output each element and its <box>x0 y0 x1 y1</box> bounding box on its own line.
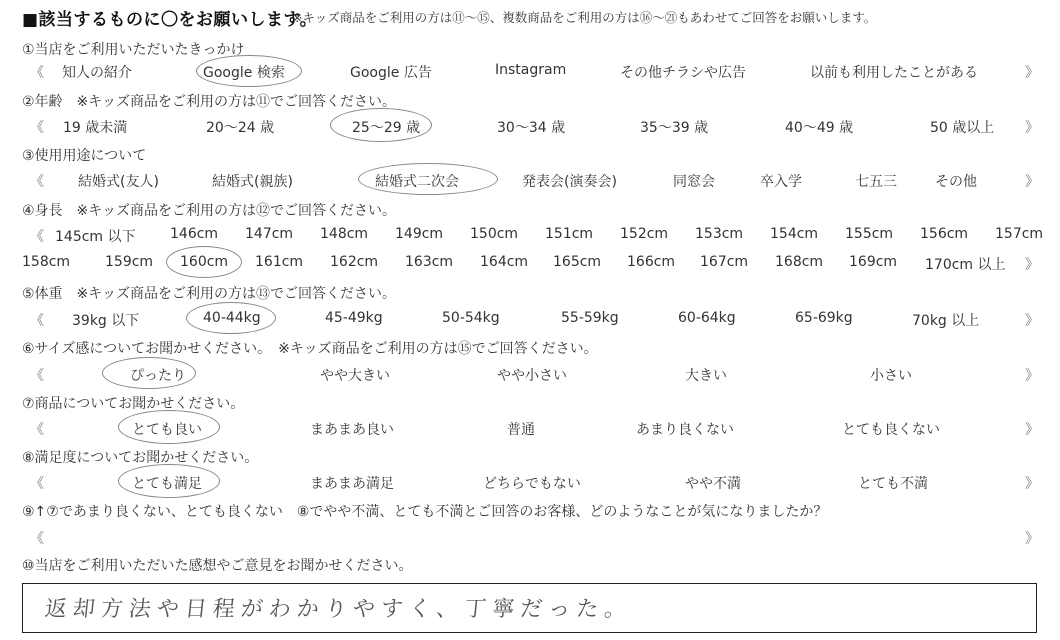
q2-option[interactable]: 19 歳未満 <box>63 120 128 136</box>
open-bracket: 《 <box>30 120 44 136</box>
q3-option[interactable]: 七五三 <box>855 174 897 190</box>
open-bracket: 《 <box>30 229 44 245</box>
close-bracket: 》 <box>1025 368 1039 384</box>
q4-option[interactable]: 146cm <box>170 226 219 242</box>
q10-handwritten-answer: 返却方法や日程がわかりやすく、丁寧だった。 <box>43 597 634 622</box>
q6-option-selected[interactable]: ぴったり <box>130 368 186 384</box>
q6-option[interactable]: やや小さい <box>497 368 567 384</box>
q4-option[interactable]: 159cm <box>105 254 154 270</box>
q3-option[interactable]: 結婚式(友人) <box>78 174 159 190</box>
question-3-label: ③使用用途について <box>22 148 147 164</box>
question-8-label: ⑧満足度についてお聞かせください。 <box>22 450 259 466</box>
q5-option[interactable]: 65-69kg <box>795 310 853 326</box>
q8-option[interactable]: どちらでもない <box>483 476 581 492</box>
q5-option[interactable]: 60-64kg <box>678 310 736 326</box>
q4-option[interactable]: 152cm <box>620 226 669 242</box>
q9-answer-field[interactable] <box>60 528 1010 546</box>
q4-option[interactable]: 166cm <box>627 254 676 270</box>
close-bracket: 》 <box>1025 65 1039 81</box>
close-bracket: 》 <box>1025 422 1039 438</box>
q5-option[interactable]: 70kg 以上 <box>912 313 980 329</box>
q8-option[interactable]: まあまあ満足 <box>310 476 394 492</box>
q1-option[interactable]: 知人の紹介 <box>62 65 132 81</box>
question-6-label: ⑥サイズ感についてお聞かせください。 ※キッズ商品をご利用の方は⑮でご回答ください。 <box>22 341 598 357</box>
q7-option[interactable]: とても良くない <box>842 422 940 438</box>
q7-option[interactable]: あまり良くない <box>636 422 734 438</box>
q4-option[interactable]: 161cm <box>255 254 304 270</box>
q5-option[interactable]: 55-59kg <box>561 310 619 326</box>
q6-option[interactable]: 小さい <box>870 368 912 384</box>
q4-option[interactable]: 151cm <box>545 226 594 242</box>
q4-option[interactable]: 150cm <box>470 226 519 242</box>
q4-option[interactable]: 154cm <box>770 226 819 242</box>
q3-option-selected[interactable]: 結婚式二次会 <box>375 174 459 190</box>
question-7-label: ⑦商品についてお聞かせください。 <box>22 396 245 412</box>
form-note: ※キッズ商品をご利用の方は⑪〜⑮、複数商品をご利用の方は⑯〜㉑もあわせてご回答をお願いします。 <box>292 10 877 25</box>
q4-option[interactable]: 157cm <box>995 226 1044 242</box>
q8-option[interactable]: とても不満 <box>858 476 928 492</box>
q4-option-selected[interactable]: 160cm <box>180 254 229 270</box>
q4-option[interactable]: 162cm <box>330 254 379 270</box>
q7-option[interactable]: 普通 <box>507 422 535 438</box>
q1-option[interactable]: Google 広告 <box>350 65 432 81</box>
q2-option-selected[interactable]: 25〜29 歳 <box>352 120 421 136</box>
q3-option[interactable]: 結婚式(親族) <box>212 174 293 190</box>
q4-option[interactable]: 164cm <box>480 254 529 270</box>
question-2-label: ②年齢 ※キッズ商品をご利用の方は⑪でご回答ください。 <box>22 94 396 110</box>
open-bracket: 《 <box>30 531 44 547</box>
q5-option[interactable]: 50-54kg <box>442 310 500 326</box>
question-5-label: ⑤体重 ※キッズ商品をご利用の方は⑬でご回答ください。 <box>22 286 396 302</box>
q3-option[interactable]: 同窓会 <box>673 174 715 190</box>
q3-option[interactable]: その他 <box>935 174 977 190</box>
q3-option[interactable]: 発表会(演奏会) <box>522 174 617 190</box>
q6-option[interactable]: やや大きい <box>320 368 390 384</box>
q7-option[interactable]: まあまあ良い <box>310 422 394 438</box>
q2-option[interactable]: 35〜39 歳 <box>640 120 709 136</box>
close-bracket: 》 <box>1025 476 1039 492</box>
q4-option[interactable]: 149cm <box>395 226 444 242</box>
q4-option[interactable]: 167cm <box>700 254 749 270</box>
open-bracket: 《 <box>30 476 44 492</box>
open-bracket: 《 <box>30 313 44 329</box>
q5-option[interactable]: 45-49kg <box>325 310 383 326</box>
close-bracket: 》 <box>1025 257 1039 273</box>
q5-option[interactable]: 39kg 以下 <box>72 313 140 329</box>
q7-option-selected[interactable]: とても良い <box>132 422 202 438</box>
q4-option[interactable]: 163cm <box>405 254 454 270</box>
question-9-label: ⑨↑⑦であまり良くない、とても良くない ⑧でやや不満、とても不満とご回答のお客様、どのようなことが気になりましたか？ <box>22 504 828 520</box>
close-bracket: 》 <box>1025 531 1039 547</box>
form-title: ■該当するものに〇をお願いします。 <box>22 10 318 30</box>
q4-option[interactable]: 145cm 以下 <box>55 229 136 245</box>
q4-option[interactable]: 147cm <box>245 226 294 242</box>
question-1-label: ①当店をご利用いただいたきっかけ <box>22 42 245 58</box>
q8-option[interactable]: やや不満 <box>685 476 741 492</box>
q2-option[interactable]: 20〜24 歳 <box>206 120 275 136</box>
close-bracket: 》 <box>1025 120 1039 136</box>
q1-option[interactable]: 以前も利用したことがある <box>810 65 978 81</box>
q10-answer-box[interactable] <box>22 583 1037 633</box>
q4-option[interactable]: 148cm <box>320 226 369 242</box>
open-bracket: 《 <box>30 422 44 438</box>
q2-option[interactable]: 50 歳以上 <box>930 120 995 136</box>
open-bracket: 《 <box>30 174 44 190</box>
q2-option[interactable]: 40〜49 歳 <box>785 120 854 136</box>
q4-option[interactable]: 168cm <box>775 254 824 270</box>
q5-option-selected[interactable]: 40-44kg <box>203 310 261 326</box>
close-bracket: 》 <box>1025 174 1039 190</box>
q8-option-selected[interactable]: とても満足 <box>132 476 202 492</box>
q4-option[interactable]: 156cm <box>920 226 969 242</box>
q4-option[interactable]: 170cm 以上 <box>925 257 1006 273</box>
q6-option[interactable]: 大きい <box>685 368 727 384</box>
question-4-label: ④身長 ※キッズ商品をご利用の方は⑫でご回答ください。 <box>22 203 396 219</box>
q4-option[interactable]: 155cm <box>845 226 894 242</box>
q4-option[interactable]: 153cm <box>695 226 744 242</box>
question-10-label: ⑩当店をご利用いただいた感想やご意見をお聞かせください。 <box>22 558 413 574</box>
q1-option[interactable]: Instagram <box>495 62 567 78</box>
q4-option[interactable]: 169cm <box>849 254 898 270</box>
open-bracket: 《 <box>30 65 44 81</box>
q1-option[interactable]: その他チラシや広告 <box>620 65 746 81</box>
open-bracket: 《 <box>30 368 44 384</box>
q3-option[interactable]: 卒入学 <box>760 174 802 190</box>
q1-option-selected[interactable]: Google 検索 <box>203 65 285 81</box>
q2-option[interactable]: 30〜34 歳 <box>497 120 566 136</box>
q4-option[interactable]: 158cm <box>22 254 71 270</box>
q4-option[interactable]: 165cm <box>553 254 602 270</box>
close-bracket: 》 <box>1025 313 1039 329</box>
